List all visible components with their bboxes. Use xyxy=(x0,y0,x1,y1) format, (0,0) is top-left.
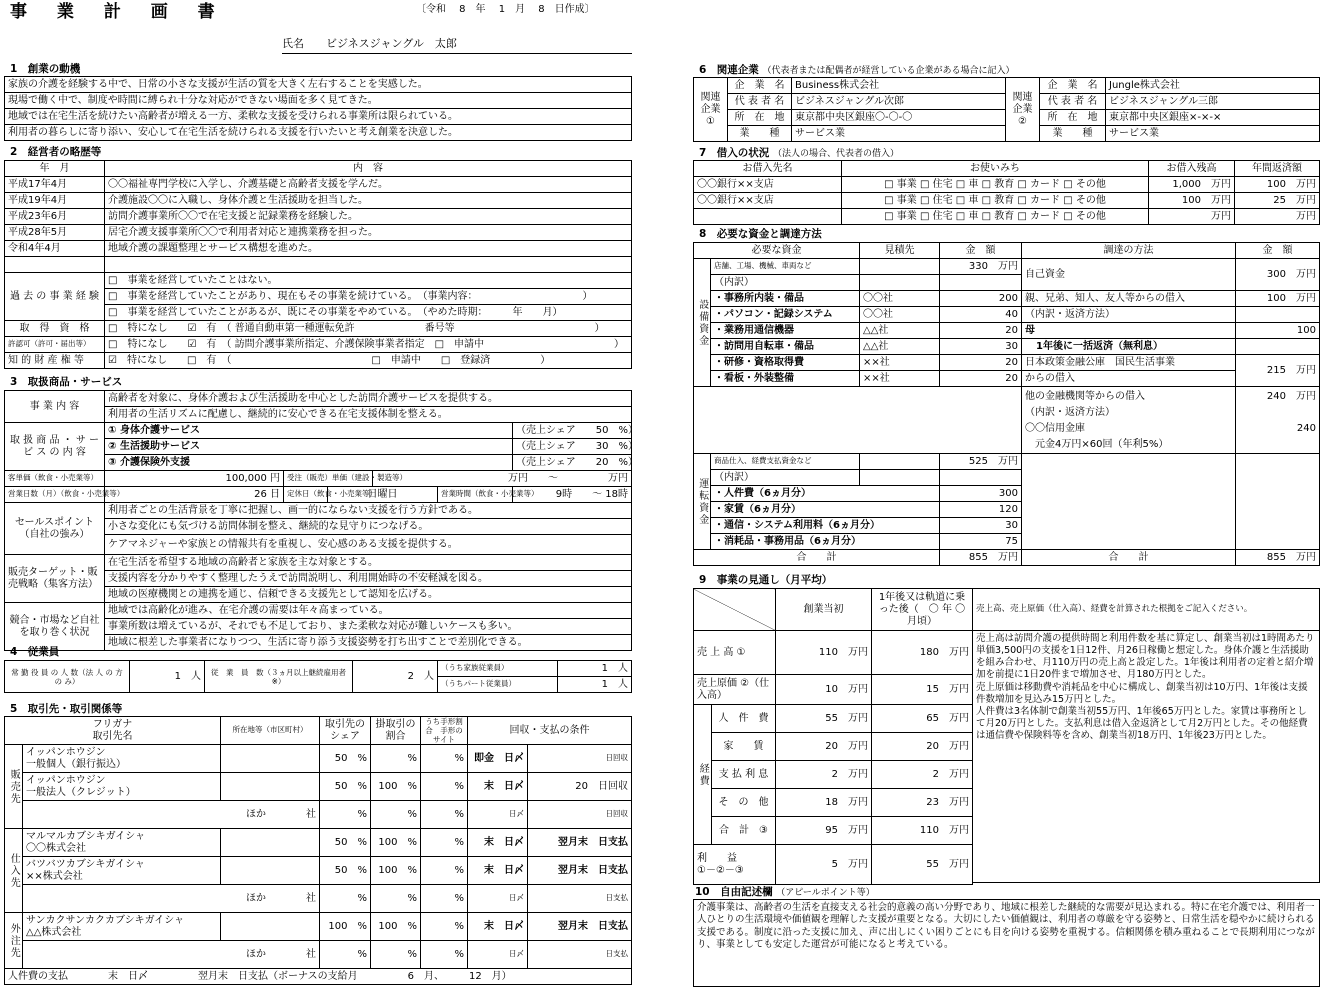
motivation-line: 家族の介護を経験する中で、日常の小さな支援が生活の質を大きく左右することを実感した。 xyxy=(5,77,632,93)
fund-other-amounts xyxy=(1236,387,1320,454)
section-8-title: 8 必要な資金と調達方法 xyxy=(699,228,822,240)
equipment-amount: 40 xyxy=(940,307,1022,323)
fund-total: 855 万円 xyxy=(1236,550,1320,566)
payroll-payment: 人件費の支払 末 日〆 翌月末 日支払（ボーナスの支給月 6 月、 12 月） xyxy=(5,969,632,985)
section-10-title xyxy=(695,886,875,898)
fund-header-method: 調達の方法 xyxy=(1022,243,1236,259)
profit-formula: ①－②－③ xyxy=(697,864,744,876)
permit-value[interactable]: □ 特になし ☑ 有 （ 訪問介護事業所指定、介護保険事業者指定 □ 申請中 ） xyxy=(105,337,632,353)
fund-family-terms: 1年後に一括返済（無利息） xyxy=(1022,339,1236,355)
fund-other-lender: 〇〇信用金庫 xyxy=(1025,423,1085,434)
related-companies-table xyxy=(693,77,1320,142)
holiday-label: 定休日（飲食・小売業等） xyxy=(284,487,328,503)
company-name: 〇〇株式会社 xyxy=(26,842,86,854)
target-label: 販売ターゲット・販売戦略（集客方法） xyxy=(5,555,105,603)
label-address: 所 在 地 xyxy=(1040,110,1106,126)
working-amount: 120 xyxy=(940,502,1022,518)
s10-subtitle: （アピールポイント等） xyxy=(776,888,875,898)
products-table xyxy=(4,390,639,651)
market-line: 地域に根差した事業者になりつつ、生活に寄り添う支援姿勢を打ち出すことで差別化できる。 xyxy=(105,635,632,651)
working-total: 525 万円 xyxy=(940,454,1022,470)
equipment-item: ・研修・資格取得費 xyxy=(711,355,860,371)
career-date: 平成28年5月 xyxy=(5,225,105,241)
forecast-start: 110 万円 xyxy=(776,631,872,675)
header-date: 年 月 xyxy=(5,161,105,177)
company-kana: イッパンホウジン xyxy=(26,775,106,786)
product-share: （売上シェア 20 %） xyxy=(513,455,632,471)
career-content: 地域介護の課題整理とサービス構想を進めた。 xyxy=(105,241,632,257)
career-content: 居宅介護支援事業所〇〇で利用者対応と連携業務を担った。 xyxy=(105,225,632,241)
fund-total-label: 合 計 xyxy=(1022,550,1236,566)
career-content xyxy=(105,257,632,273)
family-value: 1 人 xyxy=(558,661,632,677)
experience-option[interactable]: □ 事業を経営していたことがあるが、既にその事業をやめている。 （やめた時期： 年 月） xyxy=(105,305,632,321)
header-kana: フリガナ xyxy=(92,719,133,730)
fund-jfc: 日本政策金融公庫 国民生活事業 xyxy=(1022,355,1236,371)
company-cell xyxy=(23,745,221,773)
loan-use[interactable]: □ 事業 □ 住宅 □ 車 □ 教育 □ カード □ その他 xyxy=(842,177,1149,193)
share-value: 50 % xyxy=(320,829,371,857)
label-industry: 業 種 xyxy=(728,126,792,142)
name-value: ビジネスジャングル 太郎 xyxy=(326,37,457,50)
forecast-start: 55 万円 xyxy=(776,705,872,733)
career-date: 平成17年4月 xyxy=(5,177,105,193)
close-value: 即金 日〆 xyxy=(468,745,528,773)
forecast-label: 合 計 ③ xyxy=(712,817,776,845)
employees-value: 2 人 xyxy=(353,661,438,693)
fund-family-lender: 母 xyxy=(1022,323,1236,339)
need-total: 855 万円 xyxy=(940,550,1022,566)
product-number: ③ xyxy=(108,456,117,468)
close-value: 末 日〆 xyxy=(468,913,528,941)
forecast-label: 家 賃 xyxy=(712,733,776,761)
header-credit: 掛取引の割合 xyxy=(371,717,421,745)
section-6-title xyxy=(699,64,1014,76)
market-line: 事業所数は増えているが、それでも不足しており、また柔軟な対応が難しいケースも多い。 xyxy=(105,619,632,635)
motivation-line: 現場で働く中で、制度や時間に縛られ十分な対応ができない場面を多く見てきた。 xyxy=(5,93,632,109)
career-content: 介護施設〇〇に入職し、身体介護と生活援助を担当した。 xyxy=(105,193,632,209)
pay-value: 翌月末 日支払 xyxy=(528,829,632,857)
fund-header-need: 必要な資金 xyxy=(694,243,860,259)
breakdown-label: （内訳） xyxy=(711,470,860,486)
forecast-header-later: 1年後又は軌道に乗った後（ 〇 年 〇月頃） xyxy=(872,589,973,631)
section-9-title: 9 事業の見通し（月平均） xyxy=(699,574,833,586)
career-date: 平成23年6月 xyxy=(5,209,105,225)
form-title: 事 業 計 画 書 xyxy=(10,2,227,22)
loan-balance: 1,000 万円 xyxy=(1149,177,1235,193)
name-label: 氏名 xyxy=(282,37,304,50)
holiday-value: 日曜日 xyxy=(328,487,438,503)
motivation-table xyxy=(4,76,632,141)
equipment-item: ・事務所内装・備品 xyxy=(711,291,860,307)
equipment-vendor: ××社 xyxy=(860,371,940,387)
share-value: 50 % xyxy=(320,745,371,773)
others-count: ほか 社 xyxy=(23,801,320,829)
bill-value: % xyxy=(421,913,468,941)
forecast-start: 10 万円 xyxy=(776,675,872,705)
forecast-header-start: 創業当初 xyxy=(776,589,872,631)
company-2-rep: ビジネスジャングル三郎 xyxy=(1106,94,1320,110)
loan-lender: 〇〇銀行××支店 xyxy=(694,193,842,209)
license-label: 取 得 資 格 xyxy=(5,321,105,337)
career-table xyxy=(4,160,632,369)
free-description: 介護事業は、高齢者の生活を直接支える社会的意義の高い分野であり、地域に根差した継続的な需要が見込まれる。特に在宅介護では、利用者一人ひとりの生活環境や価値観を理解した支援が重要となる。大切にしたい価値観は、利用者の尊厳を守る姿勢と、日常生活を穏やかに続けられる支援である。制度に沿った支援に加え、声に出しにくい困りごとにも目を向ける姿勢を重視する。信頼関係を積み重ねることで長期利用につながり、事業としても安定した運営が可能になると考えている。 xyxy=(693,899,1320,987)
forecast-start: 95 万円 xyxy=(776,817,872,845)
forecast-later: 15 万円 xyxy=(872,675,973,705)
header-location: 所在地等（市区町村） xyxy=(221,717,320,745)
forecast-later: 20 万円 xyxy=(872,733,973,761)
fund-header-vendor: 見積先 xyxy=(860,243,940,259)
selling-point-line: 小さな変化にも気づける訪問体制を整え、継続的な見守りにつなげる。 xyxy=(105,519,632,535)
section-2-title: 2 経営者の略歴等 xyxy=(10,146,102,158)
working-item: ・消耗品・事務用品（6ヵ月分） xyxy=(711,534,940,550)
company-1-address: 東京都中央区銀座〇-〇-〇 xyxy=(792,110,1006,126)
pay-value: 20 日回収 xyxy=(528,773,632,801)
officers-label: 常 勤 役 員 の 人 数（法 人 の 方 の み） xyxy=(5,661,130,693)
officers-value: 1 人 xyxy=(130,661,205,693)
section-3-title: 3 取扱商品・サービス xyxy=(10,376,123,388)
section-5-title: 5 取引先・取引関係等 xyxy=(10,703,123,715)
fund-other-amount: 240 万円 xyxy=(1266,391,1316,402)
product-name: 介護保険外支援 xyxy=(119,456,190,468)
working-item: ・家賃（6ヵ月分） xyxy=(711,502,940,518)
employees-table xyxy=(4,660,632,693)
loans-table xyxy=(693,160,1320,225)
equipment-amount: 200 xyxy=(940,291,1022,307)
label-rep: 代 表 者 名 xyxy=(1040,94,1106,110)
share-value: 100 % xyxy=(320,913,371,941)
equipment-vendor: △△社 xyxy=(860,323,940,339)
forecast-table xyxy=(693,588,973,885)
funding-table xyxy=(693,242,1320,566)
equipment-item: ・看板・外装整備 xyxy=(711,371,860,387)
hours-value: 9時 〜 18時 xyxy=(513,487,632,503)
forecast-label: そ の 他 xyxy=(712,789,776,817)
fund-header-amount2: 金 額 xyxy=(1236,243,1320,259)
purchase-label: 仕入先 xyxy=(5,829,23,913)
fund-other xyxy=(1022,387,1236,454)
career-content: 〇〇福祉専門学校に入学し、介護基礎と高齢者支援を学んだ。 xyxy=(105,177,632,193)
forecast-start: 18 万円 xyxy=(776,789,872,817)
forecast-later: 55 万円 xyxy=(872,845,973,885)
company-2-name: Jungle株式会社 xyxy=(1106,78,1320,94)
equipment-vendor: ××社 xyxy=(860,355,940,371)
fund-family: 親、兄弟、知人、友人等からの借入 xyxy=(1022,291,1236,307)
bill-value: % xyxy=(421,829,468,857)
forecast-label: 売上原価 ②（仕入高） xyxy=(694,675,776,705)
product-share: （売上シェア 50 %） xyxy=(513,423,632,439)
header-share: 取引先のシェア xyxy=(320,717,371,745)
career-date xyxy=(5,257,105,273)
equipment-label: 設備資金 xyxy=(694,259,711,387)
product-name: 身体介護サービス xyxy=(119,424,200,436)
part-time-value: 1 人 xyxy=(558,677,632,693)
order-price-value: 万円 〜 万円 xyxy=(373,471,632,487)
fund-family-amount: 100 万円 xyxy=(1236,291,1320,307)
product-item xyxy=(105,439,513,455)
company-1-rep: ビジネスジャングル次郎 xyxy=(792,94,1006,110)
trading-header-name xyxy=(5,717,221,745)
market-label: 競合・市場など自社を取り巻く状況 xyxy=(5,603,105,651)
loan-repay: 100 万円 xyxy=(1235,177,1320,193)
loan-header-lender: お借入先名 xyxy=(694,161,842,177)
equipment-head: 店舗、工場、機械、車両など xyxy=(711,259,860,275)
company-cell xyxy=(23,857,221,885)
forecast-later: 65 万円 xyxy=(872,705,973,733)
header-content: 内 容 xyxy=(105,161,632,177)
forecast-label: 利 益 xyxy=(697,853,737,864)
business-label: 事 業 内 容 xyxy=(5,391,105,423)
fund-other-lender-amount: 240 xyxy=(1296,423,1316,434)
loan-header-use: お使いみち xyxy=(842,161,1149,177)
label-company: 企 業 名 xyxy=(728,78,792,94)
equipment-vendor: △△社 xyxy=(860,339,940,355)
header-conditions: 回収・支払の条件 xyxy=(468,717,632,745)
header-bill: うち手形割合 手形のサイト xyxy=(421,717,468,745)
loan-lender xyxy=(694,209,842,225)
company-2-address: 東京都中央区銀座×-×-× xyxy=(1106,110,1320,126)
target-line: 地域の医療機関との連携を通じ、信頼できる支援先として認知を広げる。 xyxy=(105,587,632,603)
share-value: 50 % xyxy=(320,773,371,801)
loan-balance: 100 万円 xyxy=(1149,193,1235,209)
order-price-label: 受注（販売）単価（建設・製造等） xyxy=(284,471,373,487)
loan-use[interactable]: □ 事業 □ 住宅 □ 車 □ 教育 □ カード □ その他 xyxy=(842,209,1149,225)
loan-balance: 万円 xyxy=(1149,209,1235,225)
equipment-item: ・パソコン・記録システム xyxy=(711,307,860,323)
company-1-industry: サービス業 xyxy=(792,126,1006,142)
share-value: 50 % xyxy=(320,857,371,885)
equipment-amount: 20 xyxy=(940,323,1022,339)
close-value: 末 日〆 xyxy=(468,857,528,885)
company-1-label: 関連企業① xyxy=(694,78,728,142)
product-item xyxy=(105,423,513,439)
forecast-label: 売 上 高 ① xyxy=(694,631,776,675)
company-cell xyxy=(23,829,221,857)
loan-repay: 25 万円 xyxy=(1235,193,1320,209)
basis-text: 売上高は訪問介護の提供時間と利用件数を基に算定し、創業当初は1時間あたり単価3,500円の支援を1日12件、月26日稼働と想定した。身体介護と生活援助を組み合わせ、月110万円の売上高と設定した。1年後は利用者の定着と紹介増加を前提に1日20件まで増加させ、月180万円とした。 売上原価は移動費や消耗品を中心に構成し、創業当初は10万円、1年後は支援件数増加を見込み15万円とした。 人件費は3名体制で創業当初55万円、1年後65万円とした。家賃は事務所として月20万円とした。支払利息は借入金返済として月2万円とした。その他経費は通信費や保険料等を含め、創業当初18万円、1年後23万円とした。 xyxy=(972,630,1320,883)
company-cell xyxy=(23,773,221,801)
applicant-name xyxy=(282,38,632,54)
unit-price-label: 客単価（飲食・小売業等） xyxy=(5,471,105,487)
permit-label: 許認可（許可・届出等） xyxy=(5,337,105,353)
bill-value: % xyxy=(421,857,468,885)
equipment-amount: 20 xyxy=(940,355,1022,371)
fund-jfc-sub: からの借入 xyxy=(1022,371,1236,387)
equipment-amount: 30 xyxy=(940,339,1022,355)
product-number: ② xyxy=(108,440,117,452)
fund-family-sub: （内訳・返済方法） xyxy=(1022,307,1236,323)
label-rep: 代 表 者 名 xyxy=(728,94,792,110)
working-capital-label: 運転資金 xyxy=(694,454,711,550)
loan-header-balance: お借入残高 xyxy=(1149,161,1235,177)
selling-point-line: 利用者ごとの生活背景を丁寧に把握し、画一的にならない支援を行う方針である。 xyxy=(105,503,632,519)
fund-self-amount: 300 万円 xyxy=(1236,259,1320,291)
products-label: 取 扱 商 品 ・ サ ー ビ ス の 内 容 xyxy=(5,423,105,471)
working-head: 商品仕入、経費支払資金など xyxy=(711,454,860,470)
market-line: 地域では高齢化が進み、在宅介護の需要は年々高まっている。 xyxy=(105,603,632,619)
ip-value[interactable]: ☑ 特になし □ 有 （ □ 申請中 □ 登録済 ） xyxy=(105,353,632,369)
working-amount: 300 xyxy=(940,486,1022,502)
past-experience-label: 過 去 の 事 業 経 験 xyxy=(5,273,105,321)
business-line: 高齢者を対象に、身体介護および生活援助を中心とした訪問介護サービスを提供する。 xyxy=(105,391,632,407)
need-total-label: 合 計 xyxy=(694,550,940,566)
company-name: △△株式会社 xyxy=(26,926,82,938)
pay-value: 日回収 xyxy=(528,745,632,773)
loan-header-repay: 年間返済額 xyxy=(1235,161,1320,177)
forecast-start: 5 万円 xyxy=(776,845,872,885)
s7-subtitle: （法人の場合、代表者の借入） xyxy=(772,149,899,159)
section-7-title xyxy=(699,147,899,159)
equipment-total: 330 万円 xyxy=(940,259,1022,275)
close-value: 末 日〆 xyxy=(468,773,528,801)
product-number: ① xyxy=(108,424,117,436)
fund-header-amount: 金 額 xyxy=(940,243,1022,259)
forecast-label: 支 払 利 息 xyxy=(712,761,776,789)
fund-jfc-amount: 215 万円 xyxy=(1236,355,1320,387)
target-line: 支援内容を分かりやすく整理したうえで訪問説明し、利用開始時の不安軽減を図る。 xyxy=(105,571,632,587)
experience-option[interactable]: □ 事業を経営していたことはない。 xyxy=(105,273,632,289)
credit-value: 100 % xyxy=(371,829,421,857)
header-company: 取引先名 xyxy=(92,730,133,742)
experience-option[interactable]: □ 事業を経営していたことがあり、現在もその事業を続けている。 （事業内容： ） xyxy=(105,289,632,305)
loan-use[interactable]: □ 事業 □ 住宅 □ 車 □ 教育 □ カード □ その他 xyxy=(842,193,1149,209)
working-amount: 75 xyxy=(940,534,1022,550)
company-cell xyxy=(23,913,221,941)
s10-title: 10 自由記述欄 xyxy=(695,886,773,898)
forecast-label: 人 件 費 xyxy=(712,705,776,733)
days-label: 営業日数（月）（飲食・小売業等） xyxy=(5,487,105,503)
company-name: ××株式会社 xyxy=(26,870,83,882)
target-line: 在宅生活を希望する地域の高齢者と家族を主な対象とする。 xyxy=(105,555,632,571)
fund-other-sub: （内訳・返済方法） xyxy=(1025,407,1115,418)
s7-title: 7 借入の状況 xyxy=(699,147,770,159)
business-line: 利用者の生活リズムに配慮し、継続的に安心できる在宅支援体制を整える。 xyxy=(105,407,632,423)
career-date: 平成19年4月 xyxy=(5,193,105,209)
product-share: （売上シェア 30 %） xyxy=(513,439,632,455)
company-kana: バツバツカブシキガイシャ xyxy=(26,859,145,870)
bill-value: % xyxy=(421,773,468,801)
company-kana: サンカクサンカクカブシキガイシャ xyxy=(26,915,185,926)
breakdown-label: （内訳） xyxy=(711,275,860,291)
pay-value: 翌月末 日支払 xyxy=(528,913,632,941)
working-amount: 30 xyxy=(940,518,1022,534)
label-industry: 業 種 xyxy=(1040,126,1106,142)
bill-value: % xyxy=(421,745,468,773)
created-date: 〔令和 8 年 1 月 8 日作成〕 xyxy=(416,4,595,15)
credit-value: 100 % xyxy=(371,773,421,801)
equipment-item: ・訪問用自転車・備品 xyxy=(711,339,860,355)
pay-value: 翌月末 日支払 xyxy=(528,857,632,885)
product-item xyxy=(105,455,513,471)
loan-lender: 〇〇銀行××支店 xyxy=(694,177,842,193)
section-1-title: 1 創業の動機 xyxy=(10,63,81,75)
profit-label-cell xyxy=(694,845,776,885)
sales-label: 販売先 xyxy=(5,745,23,829)
s6-title: 6 関連企業 xyxy=(699,64,759,76)
forecast-start: 20 万円 xyxy=(776,733,872,761)
career-content: 訪問介護事業所〇〇で在宅支援と記録業務を経験した。 xyxy=(105,209,632,225)
s6-subtitle: （代表者または配偶者が経営している企業がある場合に記入） xyxy=(762,66,1015,76)
unit-price-value: 100,000 円 xyxy=(105,471,284,487)
section-4-title: 4 従業員 xyxy=(10,646,60,658)
label-company: 企 業 名 xyxy=(1040,78,1106,94)
fund-self: 自己資金 xyxy=(1022,259,1236,291)
forecast-start: 2 万円 xyxy=(776,761,872,789)
forecast-later: 23 万円 xyxy=(872,789,973,817)
motivation-line: 利用者の暮らしに寄り添い、安心して在宅生活を続けられる支援を行いたいと考え創業を決意した。 xyxy=(5,125,632,141)
part-time-label: （うちパート従業員） xyxy=(438,677,558,693)
selling-point-label: セールスポイント（自社の強み） xyxy=(5,503,105,555)
days-value: 26 日 xyxy=(105,487,284,503)
company-kana: マルマルカブシキガイシャ xyxy=(26,831,146,842)
employees-label: 従 業 員 数（３ヵ月以上継続雇用者※） xyxy=(205,661,353,693)
family-label: （うち家族従業員） xyxy=(438,661,558,677)
equipment-vendor: 〇〇社 xyxy=(860,291,940,307)
basis-header: 売上高、売上原価（仕入高）、経費を計算された根拠をご記入ください。 xyxy=(972,588,1320,631)
company-name: 一般法人（クレジット） xyxy=(26,786,136,798)
outsource-label: 外注先 xyxy=(5,913,23,969)
company-name: 一般個人（銀行振込） xyxy=(26,758,126,770)
motivation-line: 地域では在宅生活を続けたい高齢者が増える一方、柔軟な支援を受けられる事業所は限られている。 xyxy=(5,109,632,125)
others-count: ほか 社 xyxy=(23,941,320,969)
others-count: ほか 社 xyxy=(23,885,320,913)
selling-point-line: ケアマネジャーや家族との情報共有を重視し、安心感のある支援を提供する。 xyxy=(105,535,632,555)
working-item: ・通信・システム利用料（6ヵ月分） xyxy=(711,518,940,534)
company-2-industry: サービス業 xyxy=(1106,126,1320,142)
company-kana: イッパンホウジン xyxy=(26,747,106,758)
career-date: 令和4年4月 xyxy=(5,241,105,257)
fund-family-lender-amount: 100 xyxy=(1236,323,1320,339)
label-address: 所 在 地 xyxy=(728,110,792,126)
credit-value: 100 % xyxy=(371,857,421,885)
ip-label: 知 的 財 産 権 等 xyxy=(5,353,105,369)
working-item: ・人件費（6ヵ月分） xyxy=(711,486,940,502)
loan-repay: 万円 xyxy=(1235,209,1320,225)
credit-value: 100 % xyxy=(371,913,421,941)
equipment-amount: 20 xyxy=(940,371,1022,387)
hours-label: 営業時間（飲食・小売業等） xyxy=(438,487,513,503)
forecast-later: 2 万円 xyxy=(872,761,973,789)
equipment-vendor: 〇〇社 xyxy=(860,307,940,323)
forecast-later: 180 万円 xyxy=(872,631,973,675)
product-name: 生活援助サービス xyxy=(119,440,200,452)
trading-table: フリガナ 取引先名 所在地等（市区町村） 取引先のシェア 掛取引の割合 うち手形割合 手形のサイト 回収・支払の条件 販売先 イッパンホウジン 一般個人（銀行振込） 50 % % % 即金 日〆 日回収 イッパンホウジン 一般法人（クレジット） 50 % 100 % % 末 日〆 20 日回収 ほか 社 % % % 日〆 日回収 仕入先 マルマルカブシキガイシャ 〇〇株式会社 50 % 100 % % 末 日〆 翌月末 日支払 バツバツカブシキガイシャ ××株式会社 50 % 100 % % 末 日〆 翌月末 日支払 ほか 社 % % % 日〆 日支払 外注先 サンカクサンカクカブシキガイシャ △△株式会社 100 % 100 % % 末 日〆 翌月末 日支払 ほか 社 % % % 日〆 日支払 人件費の支払 末 日〆 翌月末 日支払（ボーナスの支給月 6 月、 12 月） xyxy=(4,716,632,985)
license-value[interactable]: □ 特になし ☑ 有 （ 普通自動車第一種運転免許 番号等 ） xyxy=(105,321,632,337)
forecast-later: 110 万円 xyxy=(872,817,973,845)
fund-other-terms: 元金4万円×60回（年利5%） xyxy=(1035,439,1169,450)
company-1-name: Business株式会社 xyxy=(792,78,1006,94)
expenses-label: 経費 xyxy=(694,705,712,845)
fund-other-title: 他の金融機関等からの借入 xyxy=(1025,391,1145,402)
credit-value: % xyxy=(371,745,421,773)
equipment-item: ・業務用通信機器 xyxy=(711,323,860,339)
company-2-label: 関連企業② xyxy=(1006,78,1040,142)
close-value: 末 日〆 xyxy=(468,829,528,857)
